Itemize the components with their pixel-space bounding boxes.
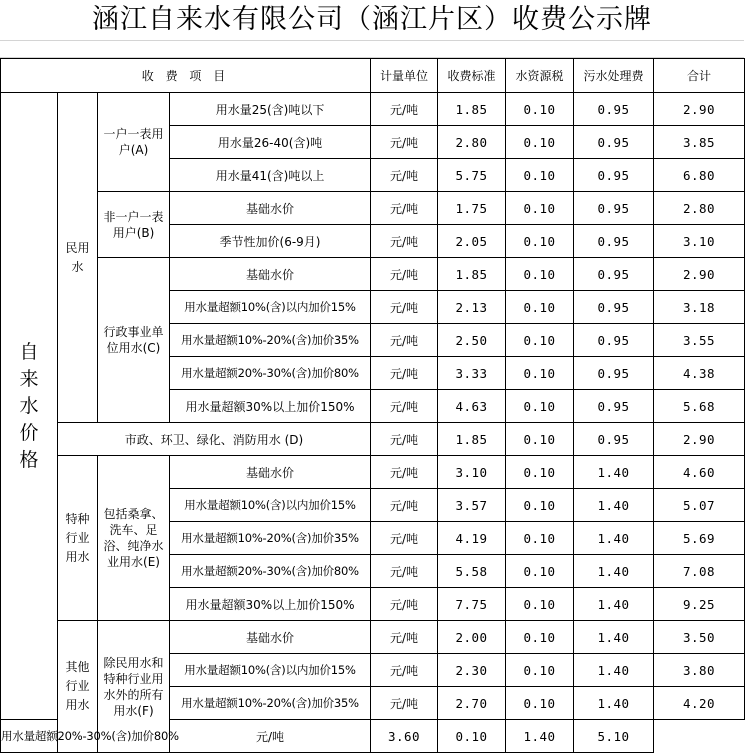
- cell-tax: 0.10: [506, 588, 574, 621]
- table-row: [1, 621, 745, 654]
- table-row: [1, 192, 745, 225]
- page-title: 涵江自来水有限公司（涵江片区）收费公示牌: [92, 4, 652, 35]
- cell-unit: 元/吨: [371, 258, 438, 291]
- cell-total: 3.55: [654, 324, 745, 357]
- cell-fee: 1.85: [438, 423, 506, 456]
- cell-unit: 元/吨: [371, 456, 438, 489]
- cell-fee: 2.30: [438, 654, 506, 687]
- cell-item: 基础水价: [170, 456, 371, 489]
- cell-unit: 元/吨: [371, 225, 438, 258]
- cell-fee: 2.13: [438, 291, 506, 324]
- subcategory-e: 包括桑拿、洗车、足浴、纯净水业用水(E): [98, 456, 170, 621]
- cell-item: 基础水价: [170, 192, 371, 225]
- table-row: [1, 456, 745, 489]
- cell-total: 5.68: [654, 390, 745, 423]
- group-water-price: 自来水价格: [1, 93, 58, 720]
- cell-tax: 0.10: [506, 126, 574, 159]
- divider: [0, 40, 744, 41]
- fee-table: [0, 58, 745, 753]
- cell-sewage: 1.40: [574, 489, 654, 522]
- cell-sewage: 0.95: [574, 291, 654, 324]
- cell-item: 用水量超额10%(含)以内加价15%: [170, 489, 371, 522]
- cell-sewage: 0.95: [574, 225, 654, 258]
- cell-unit: 元/吨: [371, 159, 438, 192]
- table-row: [1, 423, 745, 456]
- cell-tax: 0.10: [506, 258, 574, 291]
- cell-sewage: 0.95: [574, 192, 654, 225]
- cell-total: 5.69: [654, 522, 745, 555]
- cell-unit: 元/吨: [371, 423, 438, 456]
- cell-unit: 元/吨: [371, 357, 438, 390]
- cell-fee: 2.80: [438, 126, 506, 159]
- cell-tax: 0.10: [506, 423, 574, 456]
- cell-sewage: 1.40: [574, 654, 654, 687]
- category-residential: 民用水: [58, 93, 98, 423]
- cell-fee: 2.50: [438, 324, 506, 357]
- cell-fee: 3.57: [438, 489, 506, 522]
- cell-unit: 元/吨: [371, 192, 438, 225]
- cell-item: 基础水价: [170, 621, 371, 654]
- cell-sewage: 1.40: [574, 456, 654, 489]
- cell-tax: 0.10: [506, 456, 574, 489]
- cell-fee: 1.85: [438, 258, 506, 291]
- header-fee: 收费标准: [438, 59, 506, 93]
- cell-item: 用水量41(含)吨以上: [170, 159, 371, 192]
- cell-total: 6.80: [654, 159, 745, 192]
- cell-item: 用水量超额10%-20%(含)加价35%: [170, 324, 371, 357]
- cell-fee: 4.63: [438, 390, 506, 423]
- cell-total: 3.85: [654, 126, 745, 159]
- cell-total: 4.20: [654, 687, 745, 720]
- cell-sewage: 0.95: [574, 258, 654, 291]
- cell-unit: 元/吨: [371, 654, 438, 687]
- category-other: 其他行业用水: [58, 621, 98, 753]
- cell-sewage: 0.95: [574, 357, 654, 390]
- cell-item: 季节性加价(6-9月): [170, 225, 371, 258]
- cell-sewage: 1.40: [574, 687, 654, 720]
- subcategory-a: 一户一表用户(A): [98, 93, 170, 192]
- cell-fee: 2.70: [438, 687, 506, 720]
- cell-fee: 1.85: [438, 93, 506, 126]
- table-row: [1, 258, 745, 291]
- cell-sewage: 0.95: [574, 324, 654, 357]
- cell-sewage: 0.95: [574, 390, 654, 423]
- cell-fee: 4.19: [438, 522, 506, 555]
- cell-tax: 0.10: [506, 522, 574, 555]
- cell-unit: 元/吨: [371, 555, 438, 588]
- cell-fee: 3.60: [371, 720, 438, 753]
- cell-fee: 3.33: [438, 357, 506, 390]
- table-row: [1, 93, 745, 126]
- cell-item: 基础水价: [170, 258, 371, 291]
- cell-total: 3.18: [654, 291, 745, 324]
- cell-tax: 0.10: [506, 93, 574, 126]
- cell-unit: 元/吨: [371, 621, 438, 654]
- cell-unit: 元/吨: [371, 522, 438, 555]
- cell-item: 用水量超额10%(含)以内加价15%: [170, 654, 371, 687]
- header-sewage: 污水处理费: [574, 59, 654, 93]
- cell-tax: 0.10: [506, 555, 574, 588]
- subcategory-c: 行政事业单位用水(C): [98, 258, 170, 423]
- cell-tax: 0.10: [506, 324, 574, 357]
- cell-unit: 元/吨: [371, 390, 438, 423]
- cell-tax: 0.10: [506, 291, 574, 324]
- cell-fee: 1.75: [438, 192, 506, 225]
- cell-sewage: 1.40: [574, 621, 654, 654]
- cell-item: 用水量25(含)吨以下: [170, 93, 371, 126]
- cell-unit: 元/吨: [371, 489, 438, 522]
- cell-sewage: 1.40: [574, 588, 654, 621]
- category-special: 特种行业用水: [58, 456, 98, 621]
- cell-unit: 元/吨: [371, 324, 438, 357]
- cell-fee: 2.00: [438, 621, 506, 654]
- subcategory-f: 除民用水和特种行业用水外的所有用水(F): [98, 621, 170, 753]
- cell-total: 2.90: [654, 93, 745, 126]
- cell-total: 4.38: [654, 357, 745, 390]
- cell-total: 2.80: [654, 192, 745, 225]
- cell-unit: 元/吨: [371, 588, 438, 621]
- cell-tax: 0.10: [506, 159, 574, 192]
- cell-sewage: 1.40: [506, 720, 574, 753]
- cell-sewage: 0.95: [574, 423, 654, 456]
- cell-tax: 0.10: [506, 357, 574, 390]
- cell-sewage: 0.95: [574, 126, 654, 159]
- cell-total: 5.10: [574, 720, 654, 753]
- cell-tax: 0.10: [506, 621, 574, 654]
- cell-tax: 0.10: [506, 225, 574, 258]
- cell-fee: 7.75: [438, 588, 506, 621]
- cell-tax: 0.10: [506, 654, 574, 687]
- cell-item: 用水量超额30%以上加价150%: [170, 588, 371, 621]
- cell-tax: 0.10: [506, 687, 574, 720]
- header-unit: 计量单位: [371, 59, 438, 93]
- cell-item: 用水量超额20%-30%(含)加价80%: [170, 357, 371, 390]
- cell-sewage: 1.40: [574, 522, 654, 555]
- cell-fee: 2.05: [438, 225, 506, 258]
- cell-item: 用水量超额10%-20%(含)加价35%: [170, 522, 371, 555]
- row-d-label: 市政、环卫、绿化、消防用水 (D): [58, 423, 371, 456]
- cell-total: 3.80: [654, 654, 745, 687]
- cell-item: 用水量超额20%-30%(含)加价80%: [170, 555, 371, 588]
- cell-item: 用水量超额20%-30%(含)加价80%: [1, 720, 58, 753]
- subcategory-b: 非一户一表用户(B): [98, 192, 170, 258]
- cell-total: 7.08: [654, 555, 745, 588]
- cell-sewage: 0.95: [574, 159, 654, 192]
- cell-item: 用水量26-40(含)吨: [170, 126, 371, 159]
- cell-unit: 元/吨: [371, 93, 438, 126]
- cell-total: 2.90: [654, 423, 745, 456]
- table-header-row: [1, 59, 745, 93]
- cell-fee: 3.10: [438, 456, 506, 489]
- cell-total: 4.60: [654, 456, 745, 489]
- header-total: 合计: [654, 59, 745, 93]
- cell-unit: 元/吨: [371, 687, 438, 720]
- cell-tax: 0.10: [506, 390, 574, 423]
- cell-total: 3.10: [654, 225, 745, 258]
- cell-item: 用水量超额10%-20%(含)加价35%: [170, 687, 371, 720]
- cell-unit: 元/吨: [170, 720, 371, 753]
- cell-total: 3.50: [654, 621, 745, 654]
- cell-fee: 5.58: [438, 555, 506, 588]
- cell-item: 用水量超额30%以上加价150%: [170, 390, 371, 423]
- cell-total: 5.07: [654, 489, 745, 522]
- cell-tax: 0.10: [506, 192, 574, 225]
- cell-fee: 5.75: [438, 159, 506, 192]
- cell-unit: 元/吨: [371, 126, 438, 159]
- header-item: 收 费 项 目: [1, 59, 371, 93]
- cell-total: 9.25: [654, 588, 745, 621]
- cell-sewage: 0.95: [574, 93, 654, 126]
- cell-item: 用水量超额10%(含)以内加价15%: [170, 291, 371, 324]
- cell-unit: 元/吨: [371, 291, 438, 324]
- cell-total: 2.90: [654, 258, 745, 291]
- cell-tax: 0.10: [438, 720, 506, 753]
- cell-sewage: 1.40: [574, 555, 654, 588]
- cell-tax: 0.10: [506, 489, 574, 522]
- header-tax: 水资源税: [506, 59, 574, 93]
